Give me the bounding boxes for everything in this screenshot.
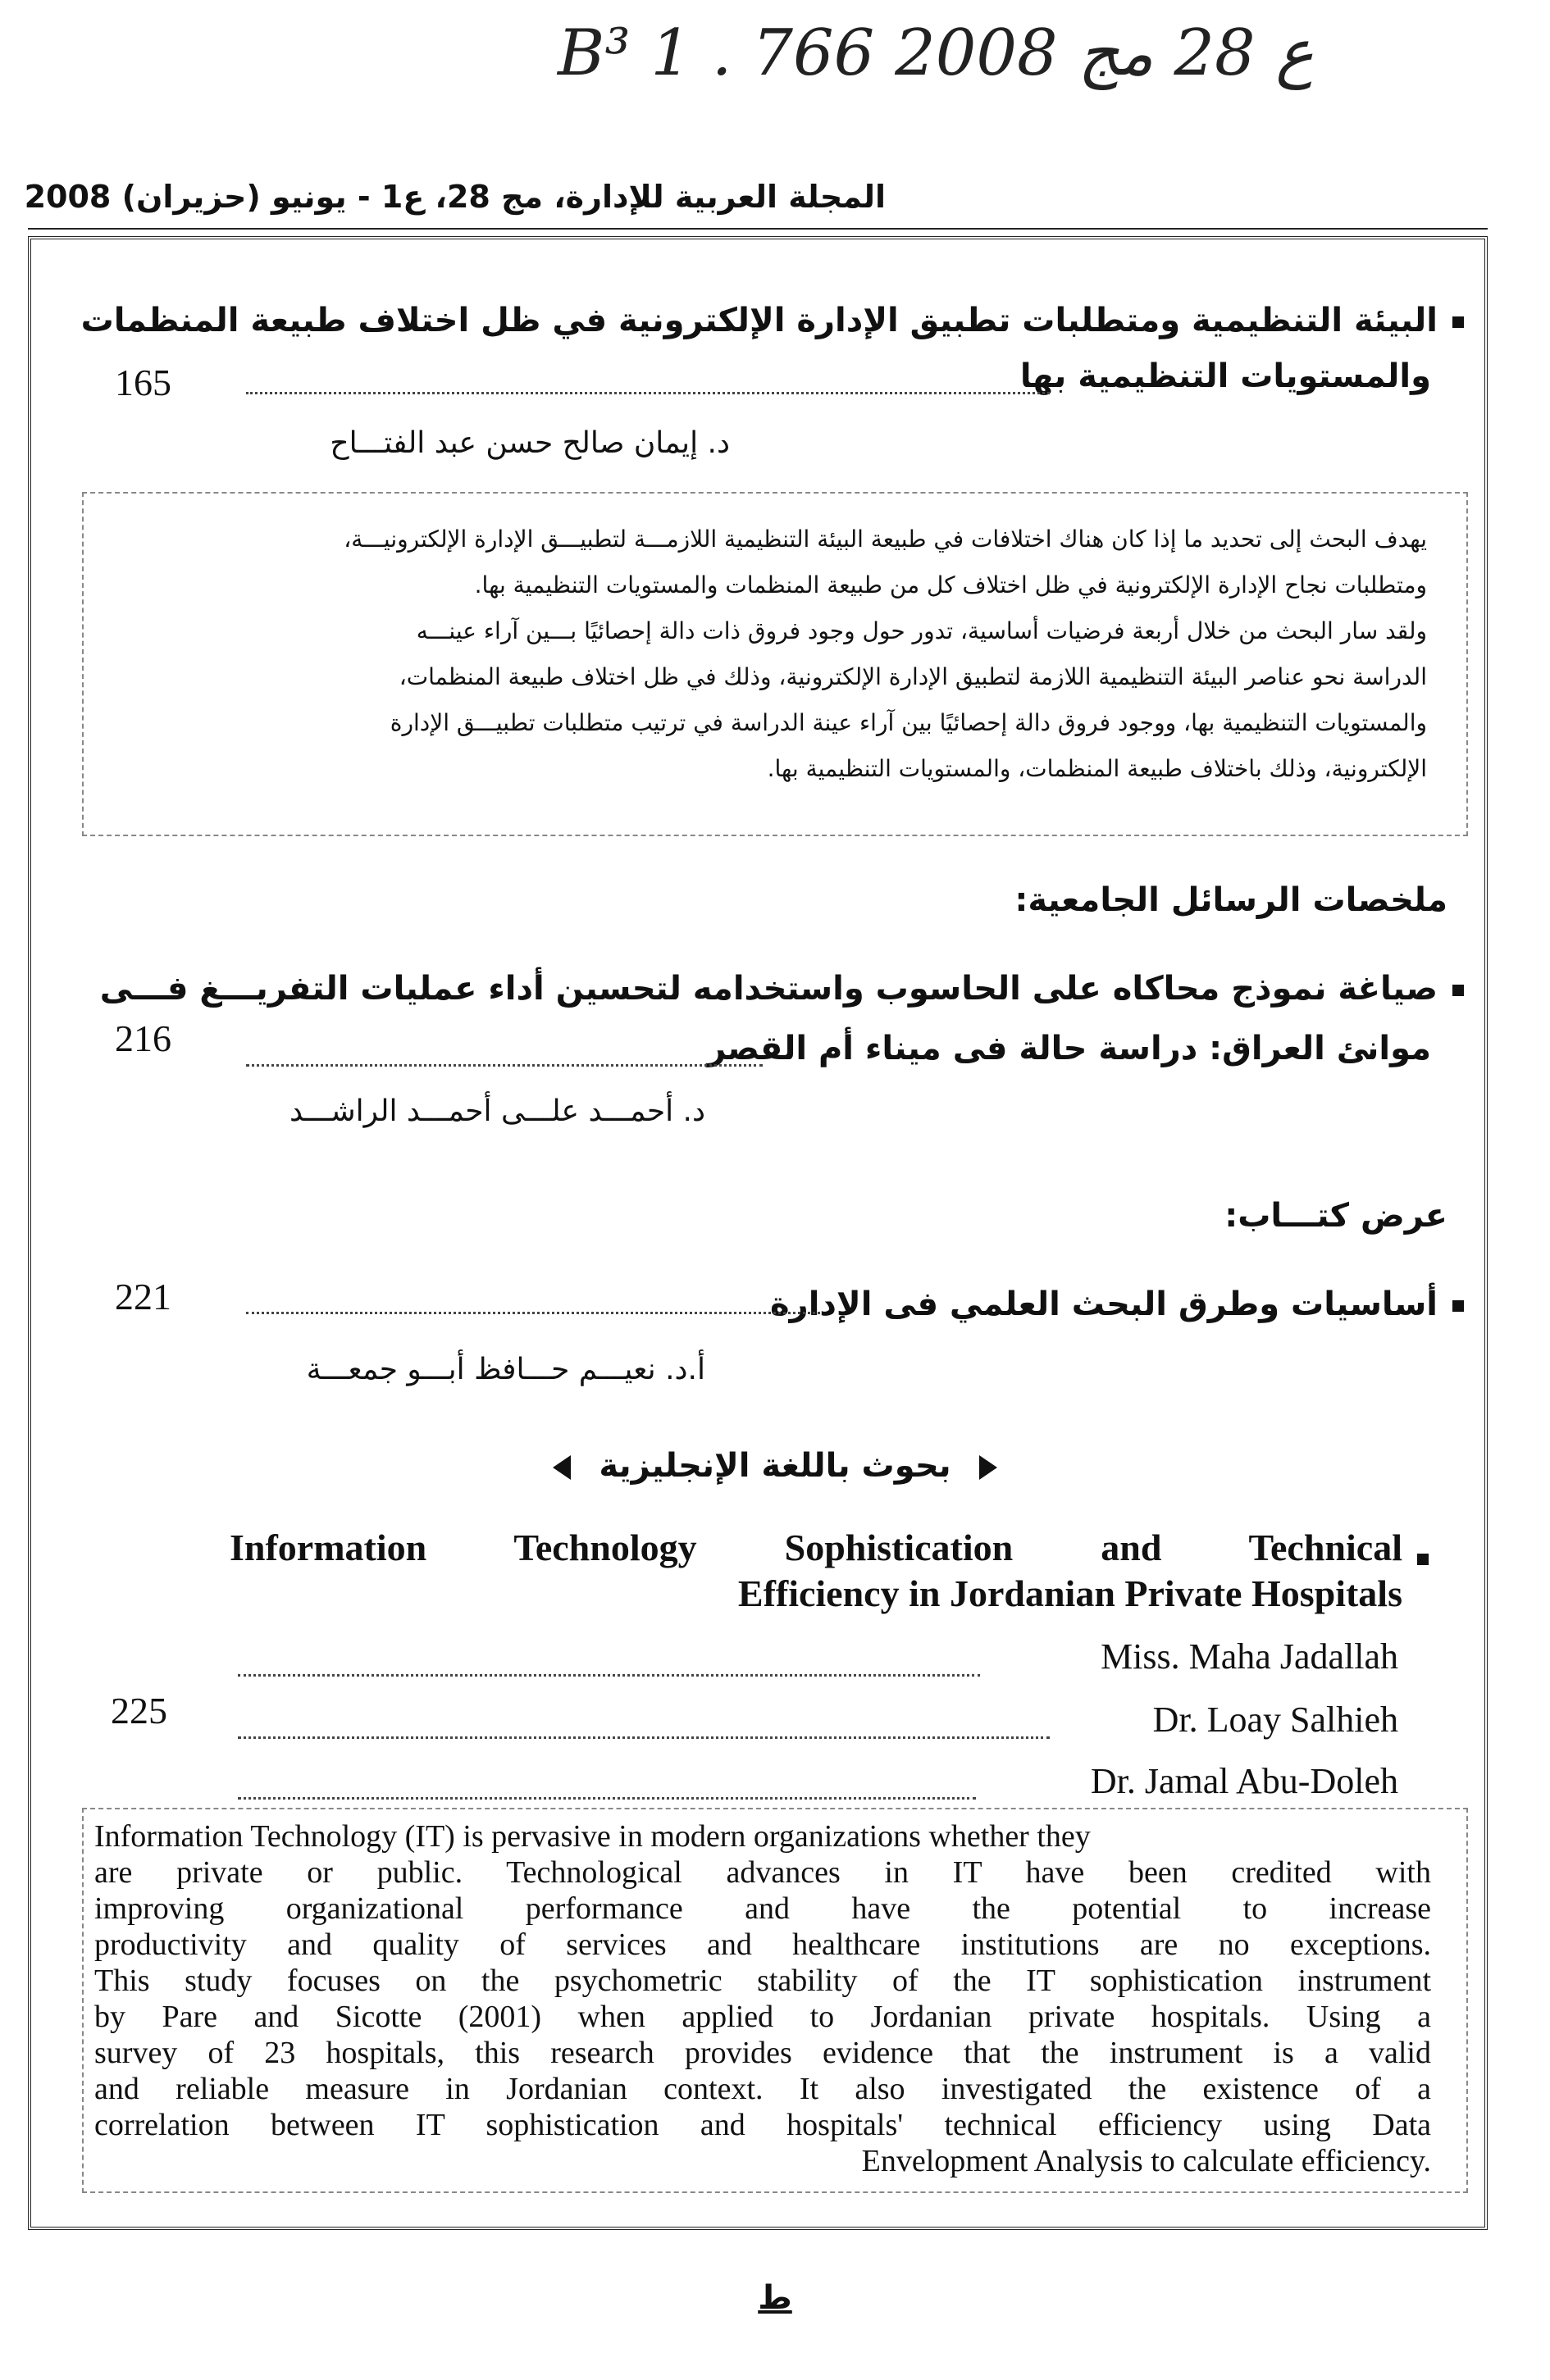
triangle-left-icon xyxy=(553,1455,571,1480)
abstract-line: يهدف البحث إلى تحديد ما إذا كان هناك اختلافات في طبيعة البيئة التنظيمية اللازمـــة لتطبيـــق الإدارة الإلكترونيـــة، xyxy=(344,526,1427,553)
triangle-right-icon xyxy=(979,1455,997,1480)
item3-page-number[interactable]: 221 xyxy=(115,1276,171,1317)
abstract-line: correlation between IT sophistication and hospitals' technical efficiency using Data xyxy=(94,2108,1431,2142)
abstract-line: and reliable measure in Jordanian context. It also investigated the existence of a xyxy=(94,2072,1431,2106)
item4-author-3: Dr. Jamal Abu-Doleh xyxy=(1090,1761,1398,1801)
abstract-line: survey of 23 hospitals, this research provides evidence that the instrument is a valid xyxy=(94,2036,1431,2070)
section-book-heading: عرض كتـــاب: xyxy=(1224,1197,1447,1235)
item3-title[interactable]: أساسيات وطرق البحث العلمي فى الإدارة xyxy=(770,1279,1464,1330)
abstract-line: are private or public. Technological advances in IT have been credited with xyxy=(94,1855,1431,1890)
item3-leader-dots xyxy=(246,1312,820,1314)
section-english-heading: بحوث باللغة الإنجليزية xyxy=(0,1447,1550,1485)
item2-title-line1[interactable]: صياغة نموذج محاكاه على الحاسوب واستخدامه لتحسين أداء عمليات التفريـــغ فـــى xyxy=(250,963,1464,1014)
item4-abstract xyxy=(94,1818,1431,2179)
item4-page-number[interactable]: 225 xyxy=(111,1690,167,1732)
item1-page-number[interactable]: 165 xyxy=(115,362,171,403)
item1-title-line2[interactable]: والمستويات التنظيمية بها xyxy=(1019,357,1431,395)
bullet-icon xyxy=(1417,1554,1429,1565)
item1-abstract xyxy=(123,517,1427,792)
abstract-line: Envelopment Analysis to calculate efficiency. xyxy=(861,2144,1431,2178)
abstract-line: ومتطلبات نجاح الإدارة الإلكترونية في ظل اختلاف كل من طبيعة المنظمات والمستويات التنظيمية بها. xyxy=(474,571,1427,598)
item4-leader-dots-2 xyxy=(238,1736,1050,1739)
item2-leader-dots xyxy=(246,1064,763,1067)
item4-title-line1: Information Technology Sophistication and Technical xyxy=(230,1527,1402,1568)
section-theses-heading: ملخصات الرسائل الجامعية: xyxy=(1014,881,1447,919)
abstract-line: الدراسة نحو عناصر البيئة التنظيمية اللازمة لتطبيق الإدارة الإلكترونية، وذلك في ظل اختلاف طبيعة المنظمات، xyxy=(399,663,1427,690)
item4-title-line2: Efficiency in Jordanian Private Hospitals xyxy=(737,1572,1402,1614)
item1-title-line1[interactable]: البيئة التنظيمية ومتطلبات تطبيق الإدارة الإلكترونية في ظل اختلاف طبيعة المنظمات xyxy=(250,295,1464,346)
item3-author: أ.د. نعيـــم حـــافظ أبـــو جمعـــة xyxy=(306,1353,705,1386)
bullet-icon xyxy=(1452,316,1464,328)
item2-title-line2[interactable]: موانئ العراق: دراسة حالة فى ميناء أم القصر xyxy=(707,1030,1431,1067)
header-rule xyxy=(28,228,1488,230)
abstract-line: ولقد سار البحث من خلال أربعة فرضيات أساسية، تدور حول وجود فروق ذات دالة إحصائيًا بـــين آراء عينـــه xyxy=(416,617,1427,644)
item2-author: د. أحمـــد علـــى أحمـــد الراشـــد xyxy=(289,1094,705,1128)
item4-leader-dots-1 xyxy=(238,1674,980,1677)
abstract-line: Information Technology (IT) is pervasive in modern organizations whether they xyxy=(94,1819,1091,1854)
item1-leader-dots xyxy=(246,392,1050,394)
abstract-line: by Pare and Sicotte (2001) when applied to Jordanian private hospitals. Using a xyxy=(94,2000,1431,2034)
abstract-line: improving organizational performance and have the potential to increase xyxy=(94,1891,1431,1926)
abstract-line: والمستويات التنظيمية بها، ووجود فروق دالة إحصائيًا بين آراء عينة الدراسة في ترتيب متطلبات تطبيـــق الإدارة xyxy=(390,709,1427,736)
abstract-line: الإلكترونية، وذلك باختلاف طبيعة المنظمات، والمستويات التنظيمية بها. xyxy=(767,755,1427,782)
bullet-icon xyxy=(1452,1300,1464,1312)
bullet-icon xyxy=(1452,985,1464,996)
item4-author-2: Dr. Loay Salhieh xyxy=(1152,1700,1398,1740)
handwritten-annotation: B³ 1 . ع 28 مج 2008 766 xyxy=(558,16,1314,90)
abstract-line: This study focuses on the psychometric stability of the IT sophistication instrument xyxy=(94,1964,1431,1998)
abstract-line: productivity and quality of services and healthcare institutions are no exceptions. xyxy=(94,1927,1431,1962)
item1-author: د. إيمان صالح حسن عبد الفتـــاح xyxy=(330,426,730,460)
page-letter: ط xyxy=(758,2279,792,2317)
running-header: المجلة العربية للإدارة، مج 28، ع1 - يونيو (حزيران) 2008 xyxy=(24,179,886,215)
item4-title[interactable] xyxy=(230,1525,1402,1617)
item4-leader-dots-3 xyxy=(238,1797,976,1800)
item4-author-1: Miss. Maha Jadallah xyxy=(1101,1636,1398,1677)
item2-page-number[interactable]: 216 xyxy=(115,1017,171,1059)
